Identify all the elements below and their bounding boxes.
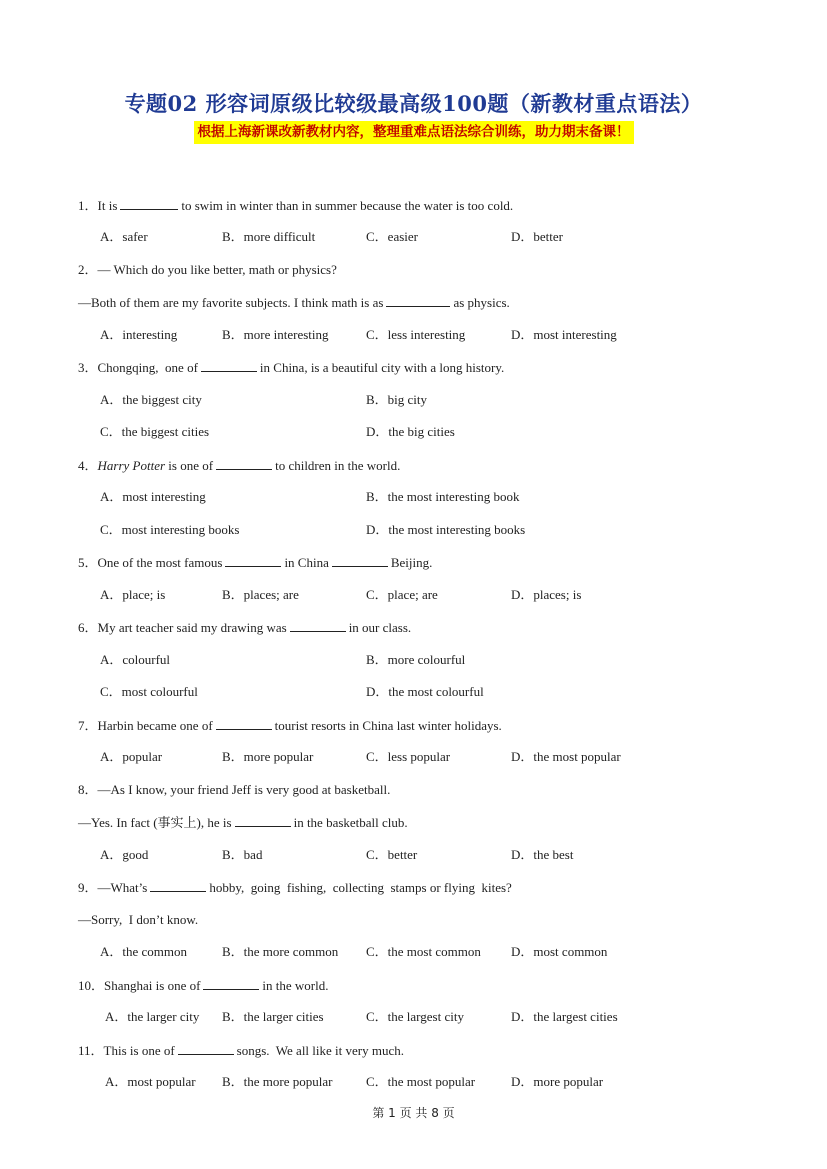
- option-d: D．better: [511, 229, 563, 244]
- question-2: 2．— Which do you like better, math or physics?: [78, 262, 337, 277]
- option-c: C．easier: [366, 229, 418, 244]
- answer-blank: [150, 878, 206, 892]
- option-a: A．good: [100, 847, 149, 862]
- option-c: C．most colourful: [100, 684, 198, 699]
- answer-blank: [225, 553, 281, 567]
- question-4: 4．Harry Potter is one of to children in the world.: [78, 458, 401, 473]
- question-number: 2．: [78, 262, 98, 277]
- page-title: 专题02 形容词原级比较级最高级100题（新教材重点语法）: [124, 91, 703, 116]
- option-b: B．more colourful: [366, 652, 466, 667]
- option-c: C．place; are: [366, 587, 438, 602]
- option-b: B．the more common: [222, 944, 339, 959]
- question-number: 10．: [78, 978, 105, 993]
- question-1: 1．It is to swim in winter than in summer because the water is too cold.: [78, 198, 514, 213]
- answer-blank: [216, 456, 272, 470]
- option-c: C．the most popular: [366, 1074, 476, 1089]
- option-d: D．the most colourful: [366, 684, 484, 699]
- question-9: 9．—What’s hobby, going fishing, collecting stamps or flying kites?: [78, 880, 512, 895]
- option-d: D．the big cities: [366, 424, 455, 439]
- question-number: 7．: [78, 718, 98, 733]
- option-c: C．the most common: [366, 944, 481, 959]
- option-c: C．the largest city: [366, 1009, 464, 1024]
- option-d: D．the best: [511, 847, 574, 862]
- subtitle-highlight: 根据上海新课改新教材内容，整理重难点语法综合训练，助力期末备课！: [194, 121, 634, 144]
- option-a: A．place; is: [100, 587, 166, 602]
- option-c: C．the biggest cities: [100, 424, 210, 439]
- option-d: D．more popular: [511, 1074, 604, 1089]
- option-c: C．less interesting: [366, 327, 466, 342]
- book-title: Harry Potter: [97, 458, 166, 473]
- option-a: A．popular: [100, 749, 163, 764]
- option-b: B．more popular: [222, 749, 314, 764]
- option-c: C．less popular: [366, 749, 451, 764]
- option-b: B．more interesting: [222, 327, 329, 342]
- option-a: A．most interesting: [100, 489, 206, 504]
- option-b: B．big city: [366, 392, 428, 407]
- option-a: A．safer: [100, 229, 148, 244]
- question-5: 5．One of the most famous in China Beijing.: [78, 555, 433, 570]
- option-a: A．most popular: [105, 1074, 196, 1089]
- answer-blank: [216, 716, 272, 730]
- answer-blank: [203, 976, 259, 990]
- option-b: B．the most interesting book: [366, 489, 520, 504]
- option-b: B．places; are: [222, 587, 299, 602]
- option-c: C．better: [366, 847, 418, 862]
- answer-blank: [178, 1041, 234, 1055]
- answer-blank: [201, 358, 257, 372]
- page-footer: 第 1 页 共 8 页: [372, 1106, 455, 1120]
- question-10: 10．Shanghai is one of in the world.: [78, 978, 329, 993]
- option-a: A．colourful: [100, 652, 171, 667]
- question-8: 8．—As I know, your friend Jeff is very good at basketball.: [78, 782, 391, 797]
- option-a: A．the larger city: [105, 1009, 200, 1024]
- question-9-reply: —Sorry, I don’t know.: [78, 912, 199, 927]
- answer-blank: [386, 293, 450, 307]
- answer-blank: [235, 813, 291, 827]
- option-d: D．most common: [511, 944, 608, 959]
- question-6: 6．My art teacher said my drawing was in our class.: [78, 620, 412, 635]
- question-number: 9．: [78, 880, 98, 895]
- question-11: 11．This is one of songs. We all like it very much.: [78, 1043, 404, 1058]
- question-8-reply: —Yes. In fact (事实上), he is in the basketball club.: [78, 815, 408, 830]
- option-d: D．most interesting: [511, 327, 617, 342]
- question-number: 4．: [78, 458, 98, 473]
- answer-blank: [332, 553, 388, 567]
- option-d: D．the largest cities: [511, 1009, 618, 1024]
- question-number: 8．: [78, 782, 98, 797]
- option-d: D．the most interesting books: [366, 522, 526, 537]
- answer-blank: [120, 196, 178, 210]
- option-b: B．bad: [222, 847, 263, 862]
- option-d: D．the most popular: [511, 749, 621, 764]
- option-d: D．places; is: [511, 587, 582, 602]
- question-number: 6．: [78, 620, 98, 635]
- option-c: C．most interesting books: [100, 522, 240, 537]
- option-a: A．interesting: [100, 327, 178, 342]
- question-3: 3．Chongqing, one of in China, is a beautiful city with a long history.: [78, 360, 505, 375]
- option-b: B．the larger cities: [222, 1009, 324, 1024]
- option-b: B．the more popular: [222, 1074, 333, 1089]
- option-b: B．more difficult: [222, 229, 316, 244]
- option-a: A．the biggest city: [100, 392, 202, 407]
- question-number: 3．: [78, 360, 98, 375]
- question-number: 1．: [78, 198, 98, 213]
- question-7: 7．Harbin became one of tourist resorts in China last winter holidays.: [78, 718, 502, 733]
- question-number: 5．: [78, 555, 98, 570]
- option-a: A．the common: [100, 944, 188, 959]
- answer-blank: [290, 618, 346, 632]
- question-number: 11．: [78, 1043, 104, 1058]
- question-2-reply: —Both of them are my favorite subjects. I think math is as as physics.: [78, 295, 510, 310]
